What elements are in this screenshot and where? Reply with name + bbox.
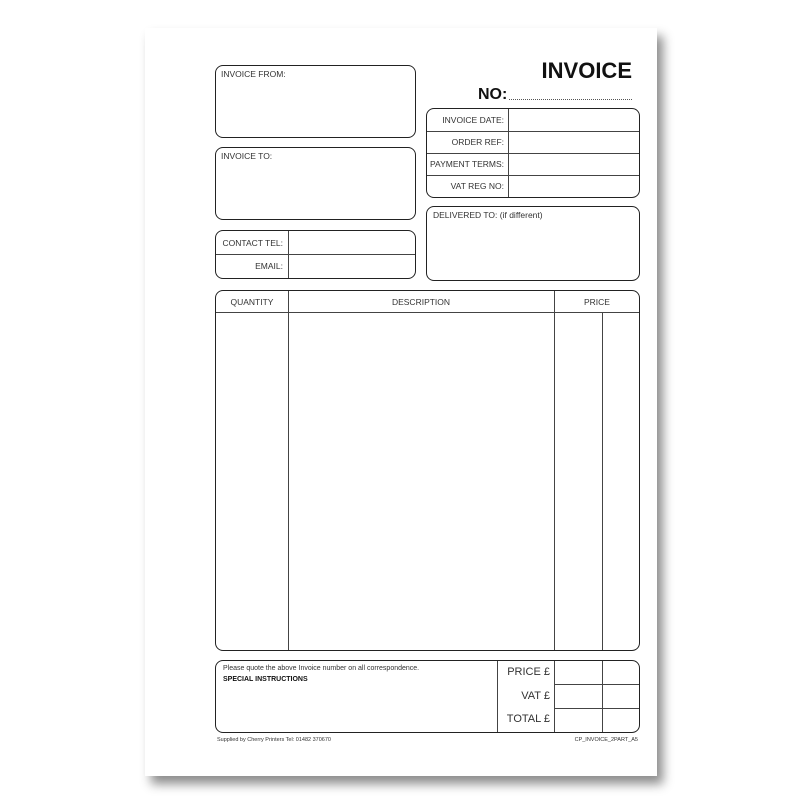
invoice-title: INVOICE: [541, 58, 632, 83]
header-divider: [216, 312, 639, 313]
divider: [554, 708, 639, 709]
delivered-to-label: DELIVERED TO: (if different): [433, 210, 543, 220]
invoice-number-label: NO:: [478, 86, 508, 103]
quote-note: Please quote the above Invoice number on all correspondence.: [223, 665, 420, 672]
contact-box: [215, 230, 416, 279]
divider: [554, 684, 639, 685]
price-header: PRICE: [584, 297, 610, 307]
order-ref-label: ORDER REF:: [451, 137, 504, 147]
invoice-number-field[interactable]: [509, 99, 632, 100]
divider: [427, 175, 639, 176]
delivered-to-box[interactable]: [426, 206, 640, 281]
divider: [602, 661, 603, 732]
invoice-date-label: INVOICE DATE:: [442, 115, 504, 125]
invoice-from-label: INVOICE FROM:: [221, 69, 286, 79]
totals-box: [215, 660, 640, 733]
email-field[interactable]: [289, 255, 415, 278]
supplier-text: Supplied by Cherry Printers Tel: 01482 370670: [217, 737, 331, 743]
special-instructions-label: SPECIAL INSTRUCTIONS: [223, 676, 308, 683]
divider: [427, 131, 639, 132]
quantity-header: QUANTITY: [230, 297, 274, 307]
price-total-label: PRICE £: [507, 666, 550, 678]
divider: [427, 153, 639, 154]
column-divider: [288, 291, 289, 650]
invoice-to-label: INVOICE TO:: [221, 151, 273, 161]
invoice-to-box[interactable]: [215, 147, 416, 220]
form-code: CP_INVOICE_2PART_A5: [574, 737, 638, 743]
column-divider: [602, 313, 603, 650]
divider: [554, 661, 555, 732]
grand-total-label: TOTAL £: [506, 713, 550, 725]
contact-tel-label: CONTACT TEL:: [222, 238, 283, 248]
invoice-details-box: [426, 108, 640, 198]
items-table[interactable]: [215, 290, 640, 651]
contact-tel-field[interactable]: [289, 231, 415, 254]
description-header: DESCRIPTION: [391, 297, 451, 307]
column-divider: [554, 291, 555, 650]
email-label: EMAIL:: [255, 261, 283, 271]
invoice-from-box[interactable]: [215, 65, 416, 138]
payment-terms-label: PAYMENT TERMS:: [430, 159, 504, 169]
vat-total-label: VAT £: [521, 690, 550, 702]
vat-reg-no-label: VAT REG NO:: [450, 181, 504, 191]
